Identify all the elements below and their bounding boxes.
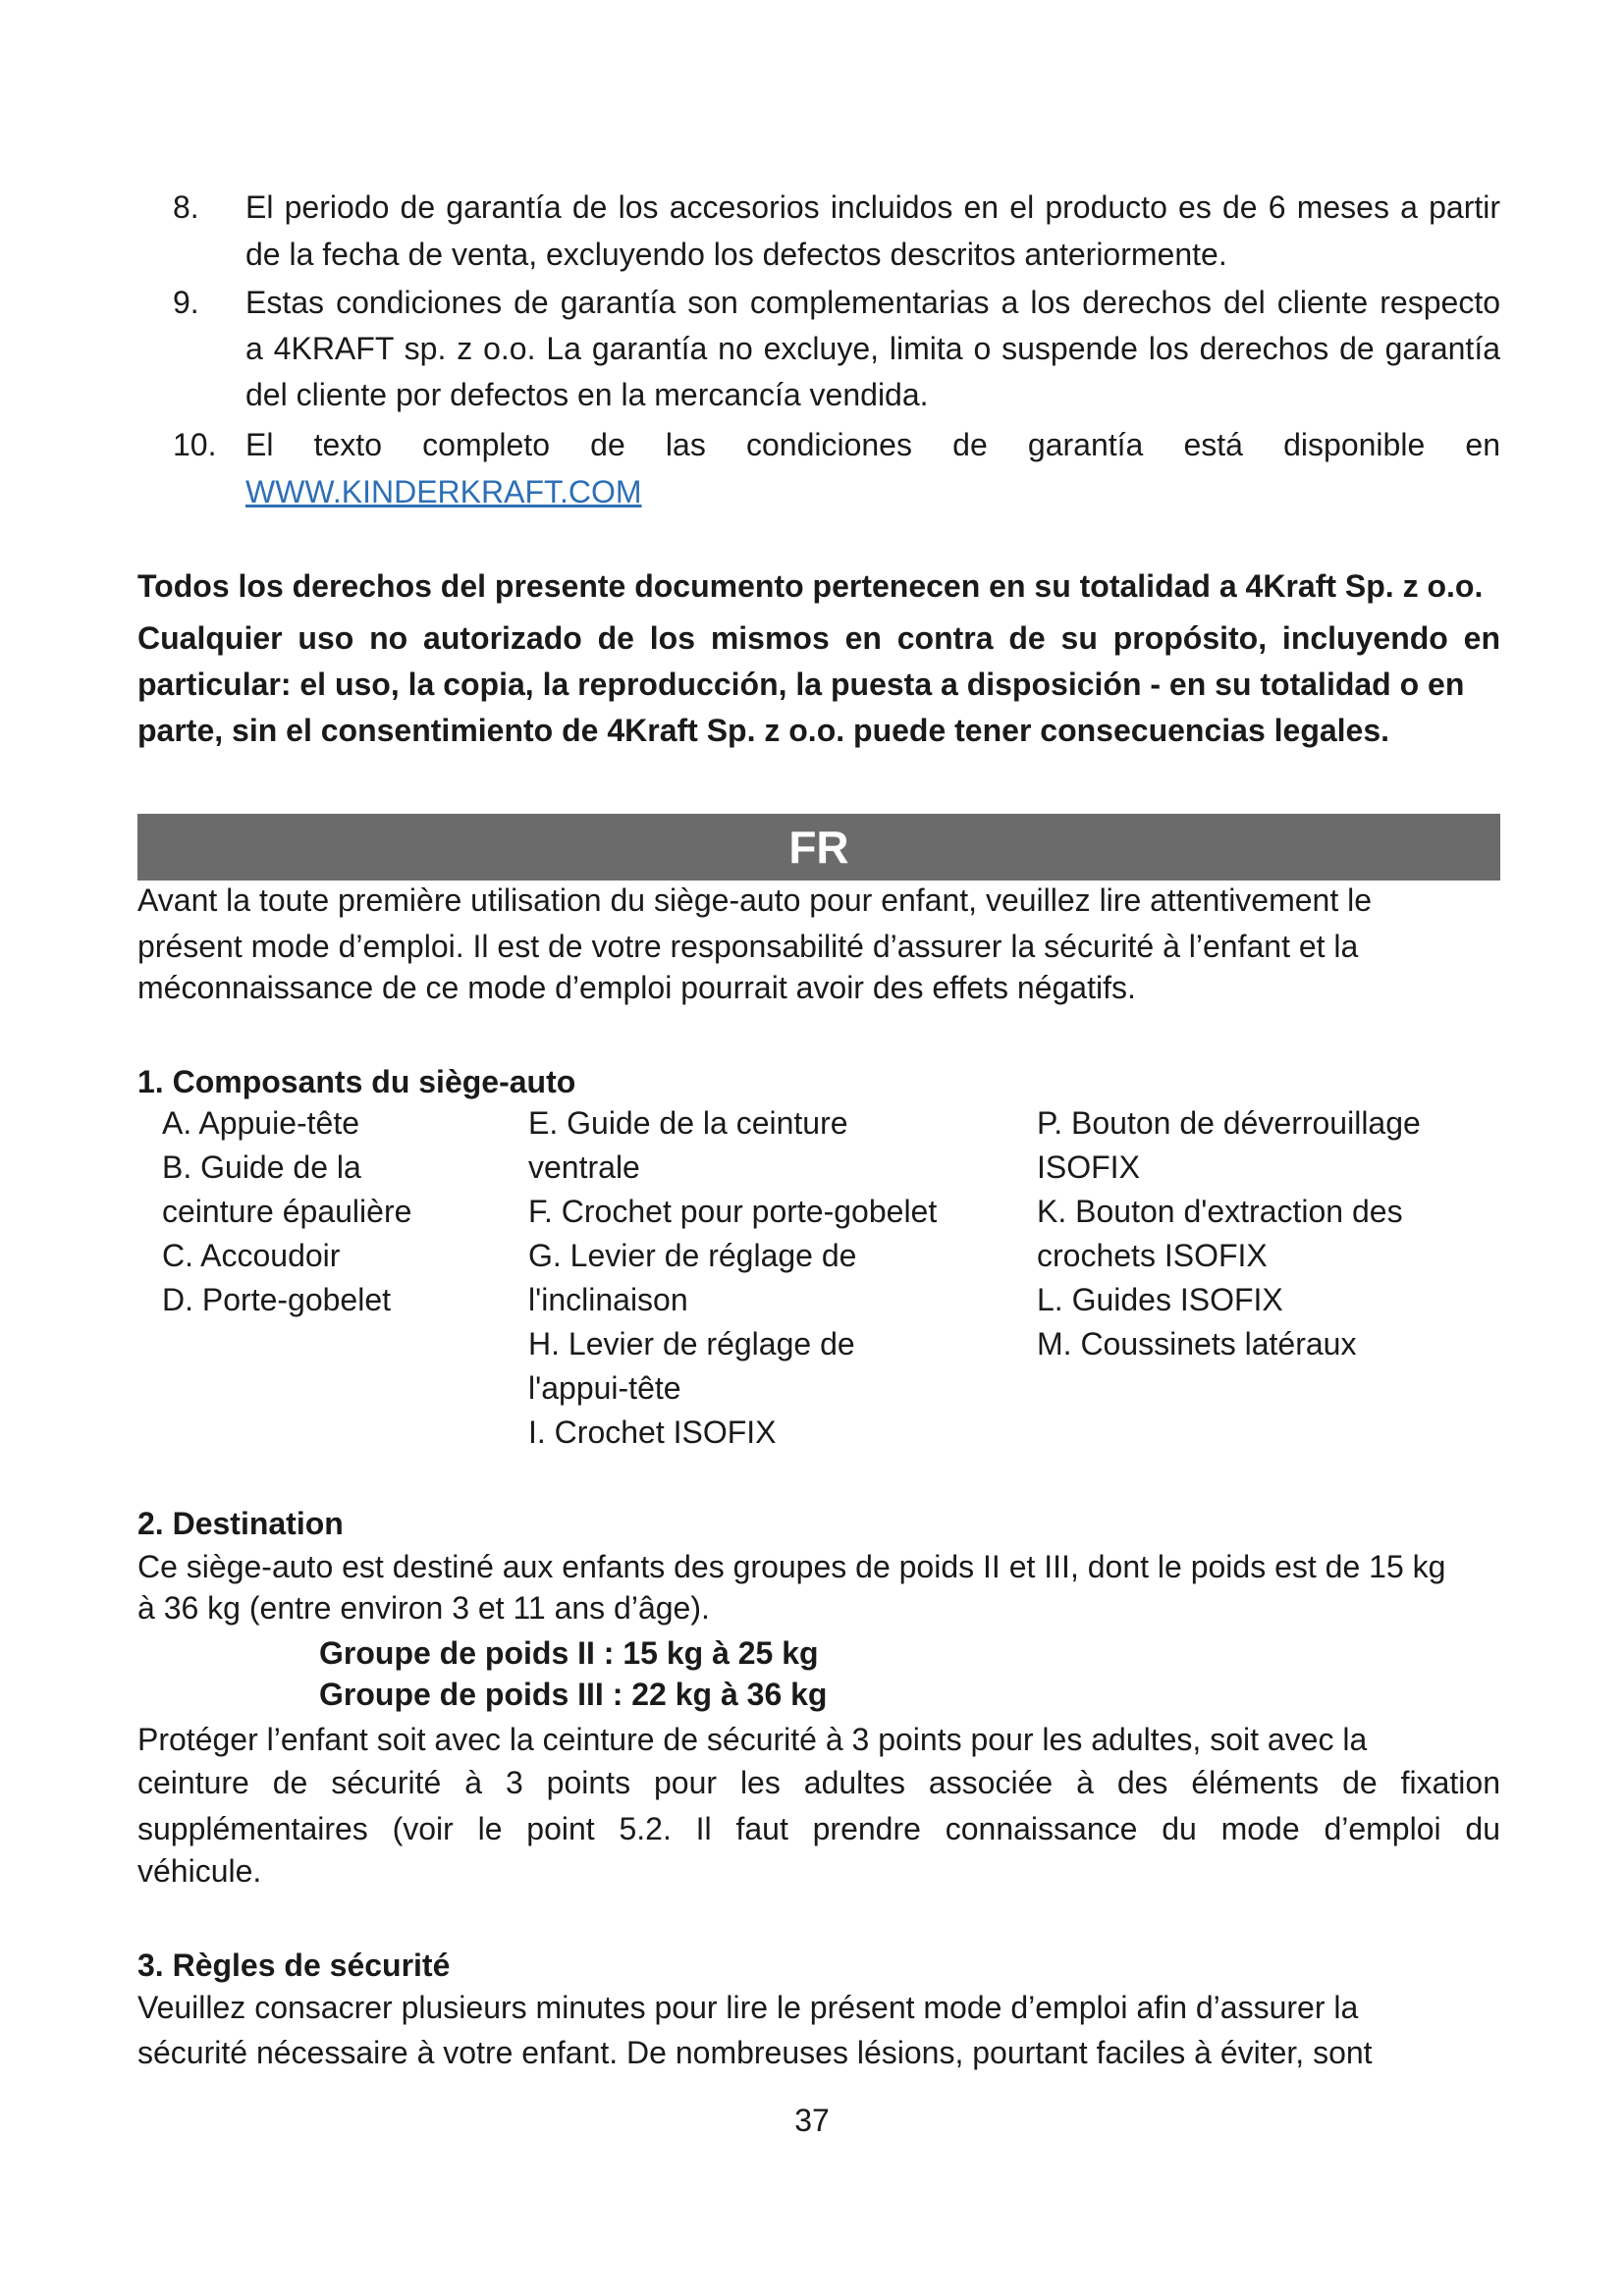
component-item: E. Guide de la ceinture: [528, 1105, 848, 1141]
weight-group: Groupe de poids II : 15 kg à 25 kg: [319, 1635, 819, 1671]
warranty-line: a 4KRAFT sp. z o.o. La garantía no excluye, limita o suspende los derechos de garantía: [245, 331, 1500, 366]
language-banner: [137, 814, 1500, 881]
component-item: crochets ISOFIX: [1037, 1238, 1268, 1273]
component-item: l'appui-tête: [528, 1370, 681, 1406]
component-item: F. Crochet pour porte-gobelet: [528, 1194, 938, 1229]
body-line: Veuillez consacrer plusieurs minutes pour lire le présent mode d’emploi afin d’assurer la: [137, 1990, 1359, 2025]
component-item: H. Levier de réglage de: [528, 1326, 855, 1362]
rights-notice-line: parte, sin el consentimiento de 4Kraft Sp. z o.o. puede tener consecuencias legales.: [137, 713, 1390, 748]
component-item: K. Bouton d'extraction des: [1037, 1194, 1403, 1229]
list-number: 10.: [173, 427, 217, 462]
rights-notice-line: Cualquier uso no autorizado de los mismos en contra de su propósito, incluyendo en: [137, 620, 1500, 656]
body-line: à 36 kg (entre environ 3 et 11 ans d’âge).: [137, 1590, 710, 1626]
intro-line: Avant la toute première utilisation du siège-auto pour enfant, veuillez lire attentivement le: [137, 882, 1373, 918]
list-number: 8.: [173, 189, 199, 225]
component-item: M. Coussinets latéraux: [1037, 1326, 1357, 1362]
component-item: ISOFIX: [1037, 1149, 1140, 1185]
section-heading: 3. Règles de sécurité: [137, 1948, 451, 1983]
component-item: I. Crochet ISOFIX: [528, 1415, 777, 1450]
language-banner-label: FR: [788, 822, 849, 873]
rights-notice-line: particular: el uso, la copia, la reproducción, la puesta a disposición - en su totalidad o en: [137, 667, 1465, 702]
body-line: Protéger l’enfant soit avec la ceinture de sécurité à 3 points pour les adultes, soit avec la: [137, 1722, 1368, 1757]
components-column-1: [162, 1101, 411, 1322]
component-item: D. Porte-gobelet: [162, 1282, 392, 1317]
body-line: ceinture de sécurité à 3 points pour les adultes associée à des éléments de fixation: [137, 1765, 1500, 1800]
body-line: Ce siège-auto est destiné aux enfants des groupes de poids II et III, dont le poids est de 15 kg: [137, 1549, 1446, 1584]
weight-group: Groupe de poids III : 22 kg à 36 kg: [319, 1677, 828, 1712]
component-item: A. Appuie-tête: [162, 1105, 360, 1141]
warranty-line: El periodo de garantía de los accesorios incluidos en el producto es de 6 meses a partir: [245, 189, 1500, 225]
component-item: B. Guide de la: [162, 1149, 361, 1185]
component-item: ceinture épaulière: [162, 1194, 412, 1229]
warranty-line: del cliente por defectos en la mercancía vendida.: [245, 377, 929, 412]
warranty-line: Estas condiciones de garantía son complementarias a los derechos del cliente respecto: [245, 285, 1500, 320]
components-column-2: [528, 1101, 937, 1455]
intro-line: présent mode d’emploi. Il est de votre responsabilité d’assurer la sécurité à l’enfant et la: [137, 929, 1359, 964]
body-line: supplémentaires (voir le point 5.2. Il faut prendre connaissance du mode d’emploi du: [137, 1811, 1500, 1846]
intro-line: méconnaissance de ce mode d’emploi pourrait avoir des effets négatifs.: [137, 970, 1136, 1005]
section-heading: 2. Destination: [137, 1506, 344, 1541]
rights-notice-line: Todos los derechos del presente documento pertenecen en su totalidad a 4Kraft Sp. z o.o.: [137, 568, 1484, 604]
list-number: 9.: [173, 285, 199, 320]
warranty-line: El texto completo de las condiciones de garantía está disponible en: [245, 427, 1500, 462]
body-line: sécurité nécessaire à votre enfant. De nombreuses lésions, pourtant faciles à éviter, sont: [137, 2035, 1373, 2070]
component-item: ventrale: [528, 1149, 640, 1185]
kinderkraft-website-link[interactable]: WWW.KINDERKRAFT.COM: [245, 474, 642, 509]
page-number: 37: [794, 2103, 830, 2138]
component-item: l'inclinaison: [528, 1282, 688, 1317]
components-column-3: [1037, 1101, 1421, 1366]
component-item: G. Levier de réglage de: [528, 1238, 857, 1273]
component-item: L. Guides ISOFIX: [1037, 1282, 1283, 1317]
warranty-line: de la fecha de venta, excluyendo los defectos descritos anteriormente.: [245, 237, 1227, 272]
section-heading: 1. Composants du siège-auto: [137, 1064, 576, 1099]
component-item: P. Bouton de déverrouillage: [1037, 1105, 1421, 1141]
body-line: véhicule.: [137, 1853, 262, 1889]
component-item: C. Accoudoir: [162, 1238, 341, 1273]
